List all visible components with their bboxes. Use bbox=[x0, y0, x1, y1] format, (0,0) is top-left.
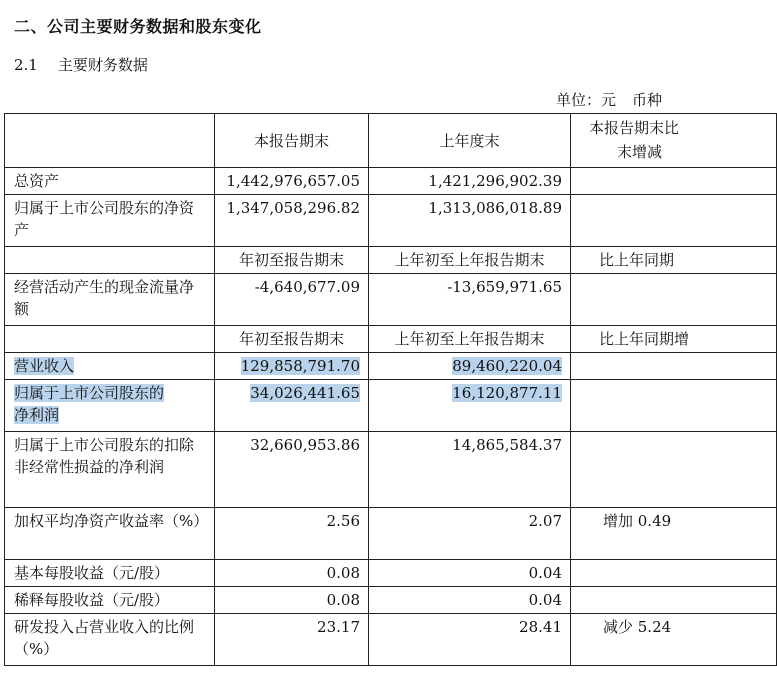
table-subheader-row bbox=[5, 326, 777, 353]
value-prev: -13,659,971.65 bbox=[369, 274, 571, 326]
subsection-number: 2.1 bbox=[14, 56, 38, 74]
value-current: 0.08 bbox=[215, 560, 369, 587]
value-prev: 28.41 bbox=[369, 614, 571, 666]
header-change-line2: 末增减 bbox=[617, 143, 663, 161]
row-label: 研发投入占营业收入的比例（%） bbox=[5, 614, 215, 666]
row-label: 归属于上市公司股东的扣除非经常性损益的净利润 bbox=[5, 432, 215, 508]
financial-data-table bbox=[4, 113, 777, 666]
highlighted-text: 34,026,441.65 bbox=[250, 384, 360, 402]
row-label: 基本每股收益（元/股） bbox=[5, 560, 215, 587]
value-change: 增加 0.49 bbox=[571, 508, 777, 560]
value-change bbox=[571, 432, 777, 508]
subsection-heading bbox=[14, 54, 148, 75]
row-label: 归属于上市公司股东的净资产 bbox=[5, 195, 215, 247]
subheader-change: 比上年同期增 bbox=[571, 326, 777, 353]
value-prev bbox=[369, 380, 571, 432]
subheader-empty-cell bbox=[5, 247, 215, 274]
unit-label: 单位：元 bbox=[556, 91, 617, 109]
table-row bbox=[5, 508, 777, 560]
row-label: 总资产 bbox=[5, 168, 215, 195]
header-prev-year-end: 上年度末 bbox=[369, 114, 571, 168]
value-prev: 0.04 bbox=[369, 587, 571, 614]
currency-label: 币种 bbox=[632, 91, 663, 109]
value-change bbox=[571, 168, 777, 195]
header-change-line1: 本报告期末比 bbox=[589, 119, 680, 137]
value-prev: 2.07 bbox=[369, 508, 571, 560]
value-current bbox=[215, 353, 369, 380]
table-row bbox=[5, 432, 777, 508]
value-prev: 1,421,296,902.39 bbox=[369, 168, 571, 195]
highlighted-text: 129,858,791.70 bbox=[240, 357, 360, 375]
subheader-change: 比上年同期 bbox=[571, 247, 777, 274]
highlighted-text: 89,460,220.04 bbox=[452, 357, 562, 375]
value-prev: 0.04 bbox=[369, 560, 571, 587]
subsection-title: 主要财务数据 bbox=[57, 56, 148, 74]
unit-line bbox=[556, 89, 662, 110]
table-row bbox=[5, 614, 777, 666]
value-change bbox=[571, 195, 777, 247]
value-current bbox=[215, 380, 369, 432]
row-label bbox=[5, 353, 215, 380]
row-label: 加权平均净资产收益率（%） bbox=[5, 508, 215, 560]
table-row-highlighted bbox=[5, 380, 777, 432]
header-empty-cell bbox=[5, 114, 215, 168]
table-row bbox=[5, 195, 777, 247]
highlighted-text: 净利润 bbox=[14, 406, 60, 424]
table-header-row bbox=[5, 114, 777, 168]
subheader-current: 年初至报告期末 bbox=[215, 247, 369, 274]
value-change bbox=[571, 353, 777, 380]
highlighted-text: 16,120,877.11 bbox=[452, 384, 562, 402]
table-subheader-row bbox=[5, 247, 777, 274]
value-current: 23.17 bbox=[215, 614, 369, 666]
row-label: 稀释每股收益（元/股） bbox=[5, 587, 215, 614]
value-change bbox=[571, 274, 777, 326]
value-prev bbox=[369, 353, 571, 380]
table-row bbox=[5, 274, 777, 326]
value-current: 2.56 bbox=[215, 508, 369, 560]
table-row bbox=[5, 587, 777, 614]
value-change bbox=[571, 560, 777, 587]
highlighted-text: 营业收入 bbox=[14, 357, 75, 375]
value-change: 减少 5.24 bbox=[571, 614, 777, 666]
value-change bbox=[571, 587, 777, 614]
table-row bbox=[5, 168, 777, 195]
subheader-prev: 上年初至上年报告期末 bbox=[369, 326, 571, 353]
section-title: 二、公司主要财务数据和股东变化 bbox=[14, 17, 262, 36]
table-row-highlighted bbox=[5, 353, 777, 380]
value-current: -4,640,677.09 bbox=[215, 274, 369, 326]
value-prev: 1,313,086,018.89 bbox=[369, 195, 571, 247]
header-change bbox=[571, 114, 777, 168]
table-row bbox=[5, 560, 777, 587]
value-current: 1,347,058,296.82 bbox=[215, 195, 369, 247]
row-label bbox=[5, 380, 215, 432]
value-current: 0.08 bbox=[215, 587, 369, 614]
value-prev: 14,865,584.37 bbox=[369, 432, 571, 508]
value-change bbox=[571, 380, 777, 432]
subheader-empty-cell bbox=[5, 326, 215, 353]
subheader-current: 年初至报告期末 bbox=[215, 326, 369, 353]
row-label: 经营活动产生的现金流量净额 bbox=[5, 274, 215, 326]
value-current: 32,660,953.86 bbox=[215, 432, 369, 508]
subheader-prev: 上年初至上年报告期末 bbox=[369, 247, 571, 274]
value-current: 1,442,976,657.05 bbox=[215, 168, 369, 195]
header-current-period: 本报告期末 bbox=[215, 114, 369, 168]
highlighted-text: 归属于上市公司股东的 bbox=[14, 384, 165, 402]
